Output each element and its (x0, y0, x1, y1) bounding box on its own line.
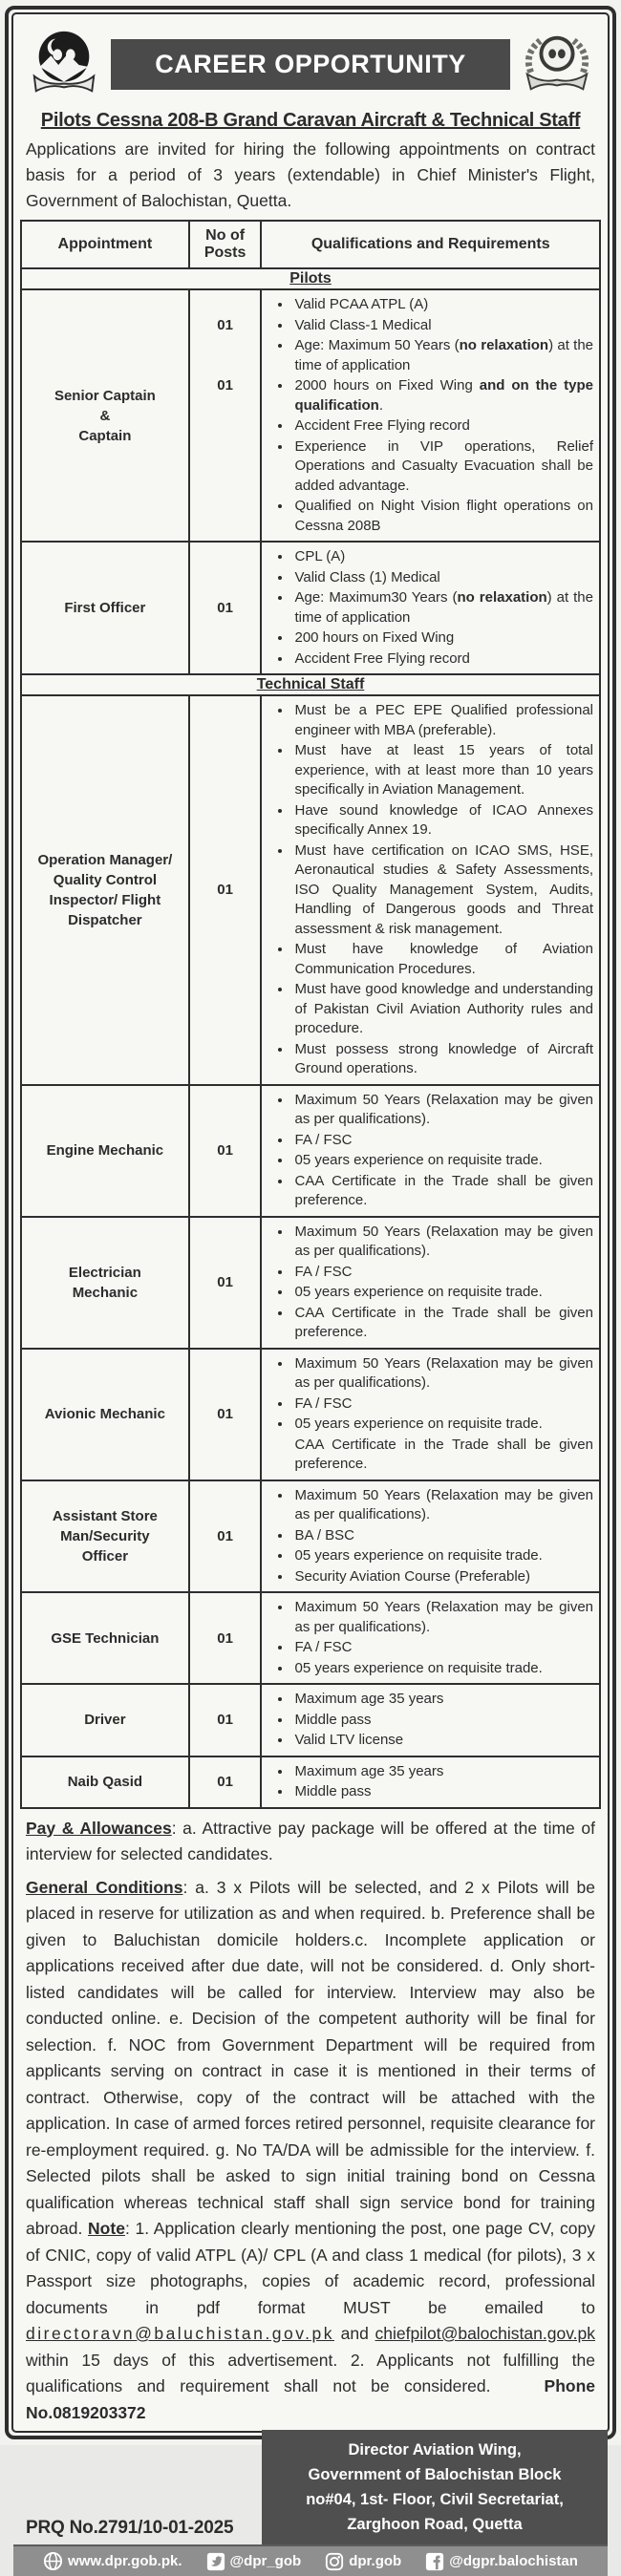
signature-line: Director Aviation Wing, (348, 2441, 522, 2459)
posts-cell: 01 (189, 1217, 262, 1349)
table-section-row (21, 674, 600, 695)
qualification-item: • Age: Maximum 50 Years (no relaxation) at the time of application (292, 336, 595, 375)
qualification-item: • FA / FSC (292, 1638, 595, 1658)
qualification-item: • 2000 hours on Fixed Wing and on the type qualification. (292, 376, 595, 415)
social-item (325, 2552, 401, 2571)
jobs-table (20, 220, 601, 1809)
appointment-cell: Naib Qasid (21, 1756, 189, 1808)
qualifications-cell (261, 1592, 600, 1684)
paragraph-text: : 1. Application clearly mentioning the post, one page CV, copy of CNIC, copy of valid ATPL (A)/ CPL (A and class 1 medical (for pilots), 3 x Passport size photographs, copies of academic record, professional documents in pdf format MUST be emailed to (26, 2219, 595, 2317)
qualification-item: • Valid Class (1) Medical (292, 568, 595, 588)
balochistan-emblem-icon (27, 26, 101, 102)
section-label: Pilots (289, 270, 332, 287)
qualifications-cell (261, 1480, 600, 1593)
posts-cell: 01 (189, 1756, 262, 1808)
qualification-item: • CAA Certificate in the Trade shall be given preference. (292, 1304, 595, 1343)
qualification-item: • BA / BSC (292, 1526, 595, 1546)
appointment-cell: Engine Mechanic (21, 1085, 189, 1217)
col-appointment: Appointment (21, 221, 189, 268)
qualification-item: • 200 hours on Fixed Wing (292, 628, 595, 649)
table-section-row (21, 268, 600, 289)
qualification-item: • Experience in VIP operations, Relief Operations and Casualty Evacuation shall be added advantage. (292, 437, 595, 497)
career-opportunity-banner: CAREER OPPORTUNITY (111, 39, 510, 90)
qualification-item: • Valid Class-1 Medical (292, 316, 595, 336)
posts-cell: 01 (189, 1592, 262, 1684)
posts-cell: 01 01 (189, 289, 262, 542)
email-chief-pilot: chiefpilot@balochistan.gov.pk (375, 2324, 595, 2343)
appointment-cell: Electrician Mechanic (21, 1217, 189, 1349)
appointment-cell: Driver (21, 1684, 189, 1756)
qualifications-cell (261, 1217, 600, 1349)
qualifications-cell (261, 1756, 600, 1808)
table-row (21, 1480, 600, 1593)
signature-line: Zarghoon Road, Quetta (347, 2516, 523, 2533)
posts-cell: 01 (189, 1085, 262, 1217)
qualification-item: • Security Aviation Course (Preferable) (292, 1567, 595, 1587)
table-row (21, 1085, 600, 1217)
signature-box (262, 2430, 608, 2544)
pay-allowances-paragraph (26, 1816, 595, 1868)
social-label: @dpr_gob (229, 2553, 302, 2569)
qualification-item: • Valid PCAA ATPL (A) (292, 295, 595, 315)
appointment-cell: Senior Captain & Captain (21, 289, 189, 542)
qualification-item: • Must be a PEC EPE Qualified professional engineer with MBA (preferable). (292, 701, 595, 740)
section-label: Technical Staff (256, 676, 365, 692)
qualification-item: • 05 years experience on requisite trade. (292, 1546, 595, 1566)
col-no-of-posts: No of Posts (189, 221, 262, 268)
social-label: @dgpr.balochistan (449, 2553, 578, 2569)
qualification-item: • Maximum age 35 years (292, 1690, 595, 1710)
paragraph-text: : a. Attractive pay package will be offered at the time of interview for selected candidates. (26, 1818, 595, 1863)
qualification-item: • Valid LTV license (292, 1731, 595, 1751)
table-row (21, 1756, 600, 1808)
social-item (206, 2552, 302, 2571)
appointment-cell: Operation Manager/ Quality Control Inspector/ Flight Dispatcher (21, 695, 189, 1085)
qualification-item: • Have sound knowledge of ICAO Annexes specifically Annex 19. (292, 801, 595, 841)
posts-cell: 01 (189, 1684, 262, 1756)
qualifications-cell (261, 695, 600, 1085)
intro-paragraph: Applications are invited for hiring the following appointments on contract basis for a period of 3 years (extendable) in Chief Minister's Flight, Government of Balochistan, Quetta. (26, 139, 595, 210)
appointment-cell: Avionic Mechanic (21, 1349, 189, 1480)
table-row (21, 1592, 600, 1684)
qualification-item: • 05 years experience on requisite trade. (292, 1151, 595, 1171)
qualification-item: • Qualified on Night Vision flight operations on Cessna 208B (292, 497, 595, 536)
qualification-item: • Must have good knowledge and understanding of Pakistan Civil Aviation Authority rules and procedure. (292, 980, 595, 1039)
appointment-cell: First Officer (21, 542, 189, 674)
qualification-item: • 05 years experience on requisite trade. (292, 1659, 595, 1679)
general-conditions-label: General Conditions (26, 1877, 183, 1897)
signature-line: Government of Balochistan Block (308, 2466, 562, 2483)
appointment-cell: GSE Technician (21, 1592, 189, 1684)
qualification-item: • Accident Free Flying record (292, 649, 595, 670)
note-label: Note (88, 2219, 125, 2238)
col-qualifications: Qualifications and Requirements (261, 221, 600, 268)
qualification-item: • Must have at least 15 years of total experience, with at least more than 10 years specifically in Aviation Management. (292, 741, 595, 800)
qualification-item: • Accident Free Flying record (292, 416, 595, 436)
posts-cell: 01 (189, 1480, 262, 1593)
social-label: dpr.gob (349, 2553, 402, 2569)
facebook-icon (425, 2552, 444, 2571)
qualification-item: • Maximum 50 Years (Relaxation may be given as per qualifications). (292, 1486, 595, 1525)
posts-cell: 01 (189, 695, 262, 1085)
qualification-item: • Must have knowledge of Aviation Communication Procedures. (292, 940, 595, 979)
qualifications-cell (261, 289, 600, 542)
ad-inner-frame (11, 12, 610, 2569)
social-label: www.dpr.gob.pk. (68, 2553, 182, 2569)
social-item (43, 2551, 182, 2571)
table-header-row (21, 221, 600, 268)
qualification-item: • Maximum 50 Years (Relaxation may be given as per qualifications). (292, 1091, 595, 1130)
prq-number: PRQ No.2791/10-01-2025 (26, 2518, 234, 2538)
qualification-item: • FA / FSC (292, 1131, 595, 1151)
email-director-aviation: directoravn@baluchistan.gov.pk (26, 2324, 334, 2343)
qualification-item: • Maximum 50 Years (Relaxation may be given as per qualifications). (292, 1598, 595, 1637)
qualification-item: • FA / FSC (292, 1263, 595, 1283)
qualification-item: • 05 years experience on requisite trade. (292, 1415, 595, 1435)
paragraph-text: within 15 days of this advertisement. 2. Applicants not fulfilling the qualifications and requirement shall not be considered. (26, 2350, 595, 2395)
table-row (21, 289, 600, 542)
qualification-item: • Must possess strong knowledge of Aircraft Ground operations. (292, 1040, 595, 1079)
qualification-item: • FA / FSC (292, 1394, 595, 1415)
qualification-item: CAA Certificate in the Trade shall be given preference. (294, 1436, 593, 1472)
qualification-item: • Middle pass (292, 1782, 595, 1802)
phone-number: Phone No.0819203372 (26, 2376, 595, 2422)
table-row (21, 695, 600, 1085)
posts-cell: 01 (189, 542, 262, 674)
globe-icon (43, 2551, 63, 2571)
appointment-cell: Assistant Store Man/Security Officer (21, 1480, 189, 1593)
general-conditions-paragraph (26, 1875, 595, 2427)
qualification-item: • Age: Maximum30 Years (no relaxation) at the time of application (292, 588, 595, 628)
table-row (21, 1684, 600, 1756)
qualification-item: • CPL (A) (292, 547, 595, 567)
jobs-table-body (21, 268, 600, 1808)
paragraph-text: and (334, 2324, 375, 2343)
posts-cell: 01 (189, 1349, 262, 1480)
qualification-item: • Middle pass (292, 1711, 595, 1731)
social-bar (13, 2544, 608, 2576)
ad-header (13, 14, 608, 104)
qualifications-cell (261, 1684, 600, 1756)
qualifications-cell (261, 1085, 600, 1217)
qualification-item: • Must have certification on ICAO SMS, HSE, Aeronautical studies & Safety Assessments, ISO Quality Management System, Audits, Handling of Dangerous goods and Threat assessment & risk management. (292, 841, 595, 940)
qualifications-cell (261, 1349, 600, 1480)
pay-allowances-label: Pay & Allowances (26, 1818, 172, 1838)
qualifications-cell (261, 542, 600, 674)
table-row (21, 1349, 600, 1480)
qualification-item: • Maximum 50 Years (Relaxation may be given as per qualifications). (292, 1354, 595, 1394)
table-row (21, 1217, 600, 1349)
social-item (425, 2552, 578, 2571)
qualification-item: • Maximum age 35 years (292, 1762, 595, 1782)
qualification-item: • 05 years experience on requisite trade. (292, 1283, 595, 1303)
paragraph-text: : a. 3 x Pilots will be selected, and 2 x Pilots will be placed in reserve for utilization as and when required. b. Preference shall be given to Baluchistan domicile holders.c. Incomplete application or applications received after due date, will not be considered. d. Only short-listed candidates will be called for interview. Interview may also be conducted online. e. Decision of the competent authority will be final for selection. f. NOC from Government Department will be required from applicants serving on contract in case it is mentioned in their terms of contract. Otherwise, copy of the contract will be attached with the application. In case of armed forces retired personnel, requisite clearance for re-employment required. g. No TA/DA will be admissible for the interview. f. Selected pilots shall be asked to sign initial training bond on Cessna qualification whereas technical staff shall sign service bond for training abroad. (26, 1877, 595, 2238)
ad-title: Pilots Cessna 208-B Grand Caravan Aircraft & Technical Staff (40, 110, 581, 131)
qualification-item: • Maximum 50 Years (Relaxation may be given as per qualifications). (292, 1223, 595, 1262)
aviation-wing-emblem-icon (520, 26, 594, 102)
twitter-icon (206, 2552, 225, 2571)
ad-outer-frame (5, 6, 616, 2569)
qualification-item: • CAA Certificate in the Trade shall be given preference. (292, 1172, 595, 1211)
ad-footer (26, 2430, 608, 2544)
signature-line: no#04, 1st- Floor, Civil Secretariat, (306, 2491, 564, 2508)
table-row (21, 542, 600, 674)
instagram-icon (325, 2552, 344, 2571)
